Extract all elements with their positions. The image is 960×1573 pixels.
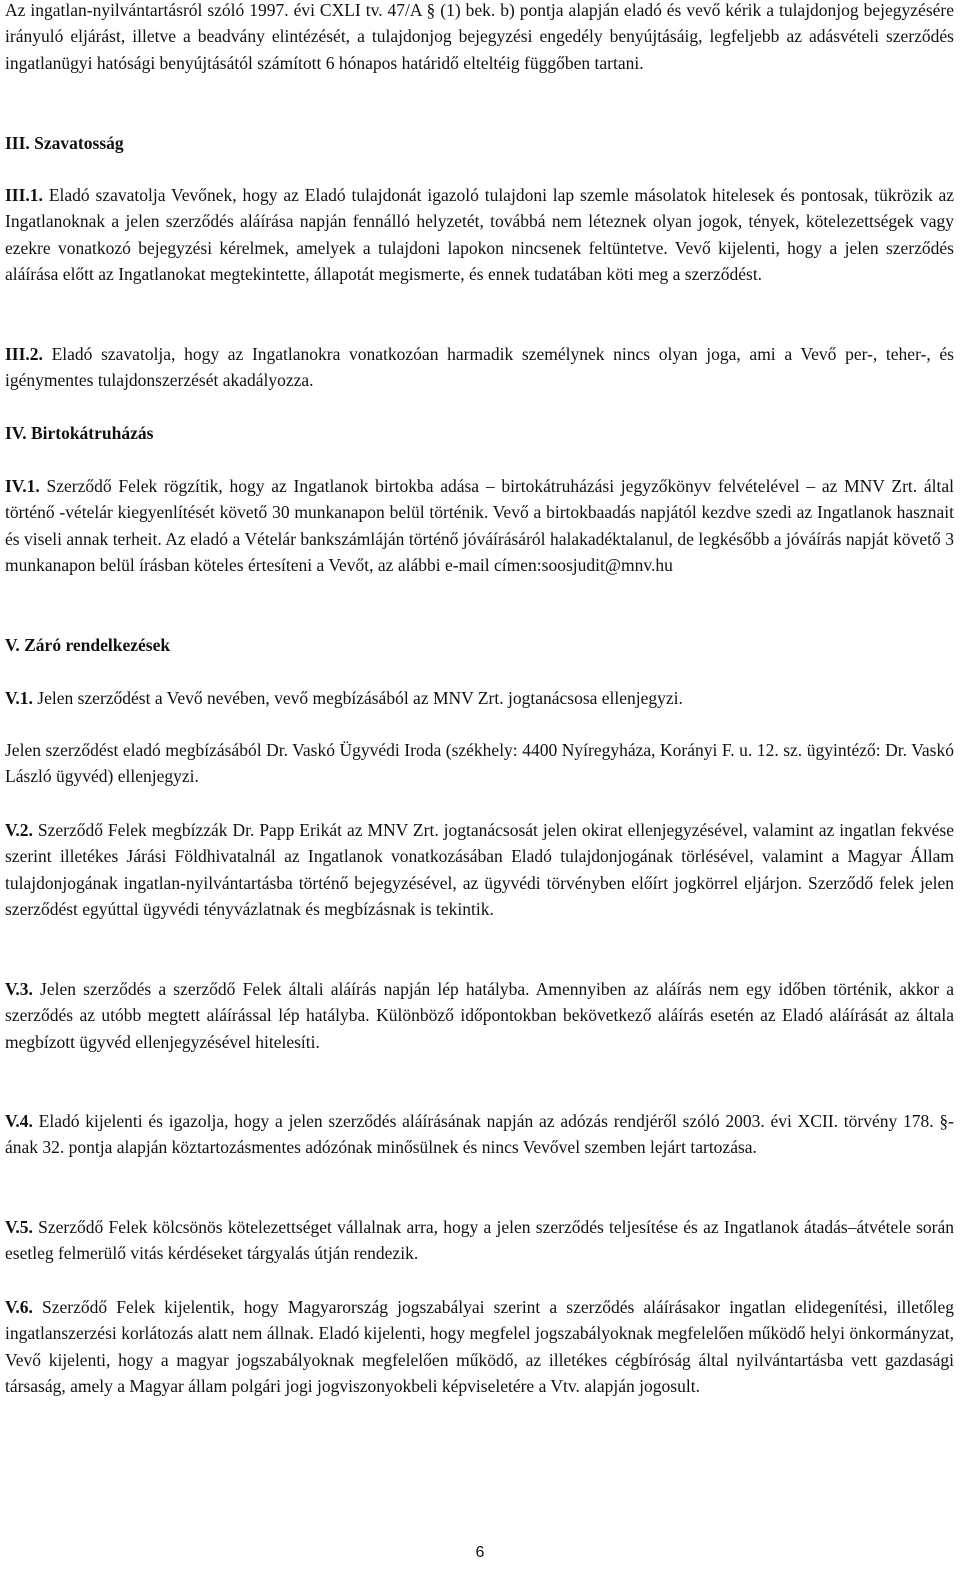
clause-IV-1 [5,473,954,579]
section-heading: III. Szavatosság [5,133,124,153]
clause-number: V.3. [5,979,33,999]
clause-V-1 [5,685,954,711]
clause-number: V.6. [5,1297,33,1317]
clause-V-6 [5,1294,954,1400]
clause-number: V.4. [5,1111,33,1131]
clause-number: V.5. [5,1217,33,1237]
section-4 [5,420,954,446]
clause-III-1 [5,182,954,288]
page-number: 6 [475,1544,485,1561]
section-heading: V. Záró rendelkezések [5,635,171,655]
clause-V-5 [5,1214,954,1267]
clause-number: III.1. [5,185,43,205]
clause-text: Eladó szavatolja Vevőnek, hogy az Eladó tulajdonát igazoló tulajdoni lap szemle másolatok hitelesek és pontosak, tükrözik az Ingatlanoknak a jelen szerződés aláírása napján fennálló helyzetét, továbbá nem léteznek olyan jogok, tények, kötelezettségek vagy ezekre vonatkozó bejegyzési kérelmek, amelyek a tulajdoni lapokon nincsenek feltüntetve. Vevő kijelenti, hogy a jelen szerződés aláírása előtt az Ingatlanokat megtekintette, állapotát megismerte, és ennek tudatában köti meg a szerződést. [5,185,954,285]
intro-block [5,0,954,76]
section-5 [5,632,954,658]
clause-text: Jelen szerződést eladó megbízásából Dr. Vaskó Ügyvédi Iroda (székhely: 4400 Nyíregyháza, Korányi F. u. 12. sz. ügyintéző: Dr. Vaskó László ügyvéd) ellenjegyzi. [5,740,954,787]
clause-V-3 [5,976,954,1055]
clause-V-4 [5,1108,954,1161]
clause-number: III.2. [5,344,43,364]
clause-text: Szerződő Felek kölcsönös kötelezettséget vállalnak arra, hogy a jelen szerződés teljesítése és az Ingatlanok átadás–átvétele során esetleg felmerülő vitás kérdéseket tárgyalás útján rendezik. [5,1217,954,1264]
clause-number: IV.1. [5,476,40,496]
clause-text: Szerződő Felek megbízzák Dr. Papp Erikát az MNV Zrt. jogtanácsosát jelen okirat ellenjegyzésével, valamint az ingatlan fekvése szerint illetékes Járási Földhivatalnál az Ingatlanok vonatkozásában Eladó tulajdonjogának törlésével, valamint a Magyar Állam tulajdonjogának ingatlan-nyilvántartásba történő bejegyzésével, az ügyvédi törvényben előírt jogkörrel eljárjon. Szerződő felek jelen szerződést egyúttal ügyvédi tényvázlatnak és megbízásnak is tekintik. [5,820,954,920]
clause-number: V.2. [5,820,33,840]
clause-text: Szerződő Felek rögzítik, hogy az Ingatlanok birtokba adása – birtokátruházási jegyzőkönyv felvételével – az MNV Zrt. által történő -vételár kiegyenlítését követő 30 munkanapon belül történik. Vevő a birtokbaadás napjától kezdve szedi az Ingatlanok hasznait és viseli annak terheit. Az eladó a Vételár bankszámláján történő jóváírásáról halakadéktalanul, de legkésőbb a jóváírás napját követő 3 munkanapon belül írásban köteles értesíteni a Vevőt, az alábbi e-mail címen:soosjudit@mnv.hu [5,476,955,576]
clause-V-1-cont [5,737,954,790]
clause-text: Jelen szerződést a Vevő nevében, vevő megbízásából az MNV Zrt. jogtanácsosa ellenjegyzi. [37,688,683,708]
intro-paragraph: Az ingatlan-nyilvántartásról szóló 1997. évi CXLI tv. 47/A § (1) bek. b) pontja alapján eladó és vevő kérik a tulajdonjog bejegyzésére irányuló eljárást, illetve a beadvány elintézését, a tulajdonjog bejegyzési engedély benyújtásáig, legfeljebb az adásvételi szerződés ingatlanügyi hatósági benyújtásától számított 6 hónapos határidő elteltéig függőben tartani. [5,0,954,73]
clause-text: Szerződő Felek kijelentik, hogy Magyarország jogszabályai szerint a szerződés aláírásakor ingatlan elidegenítési, illetőleg ingatlanszerzési korlátozás alatt nem állnak. Eladó kijelenti, hogy megfelel jogszabályoknak megfelelően működő helyi önkormányzat, Vevő kijelenti, hogy a magyar jogszabályoknak megfelelően működő, az illetékes cégbíróság által nyilvántartásba vett gazdasági társaság, amely a Magyar állam polgári jogi jogviszonyokbeli képviseletére a Vtv. alapján jogosult. [5,1297,954,1397]
clause-number: V.1. [5,688,33,708]
section-3 [5,130,954,156]
section-heading: IV. Birtokátruházás [5,423,154,443]
clause-text: Eladó szavatolja, hogy az Ingatlanokra vonatkozóan harmadik személynek nincs olyan joga, ami a Vevő per-, teher-, és igénymentes tulajdonszerzését akadályozza. [5,344,954,391]
clause-III-2 [5,341,954,394]
clause-text: Eladó kijelenti és igazolja, hogy a jelen szerződés aláírásának napján az adózás rendjéről szóló 2003. évi XCII. törvény 178. §-ának 32. pontja alapján köztartozásmentes adózónak minősülnek és nincs Vevővel szemben lejárt tartozása. [5,1111,955,1158]
clause-V-2 [5,817,954,923]
clause-text: Jelen szerződés a szerződő Felek általi aláírás napján lép hatályba. Amennyiben az aláírás nem egy időben történik, akkor a szerződés az utóbb megtett aláírással lép hatályba. Különböző időpontokban bekövetkező aláírás esetén az Eladó aláírását az általa megbízott ügyvéd ellenjegyzésével hitelesíti. [5,979,954,1052]
